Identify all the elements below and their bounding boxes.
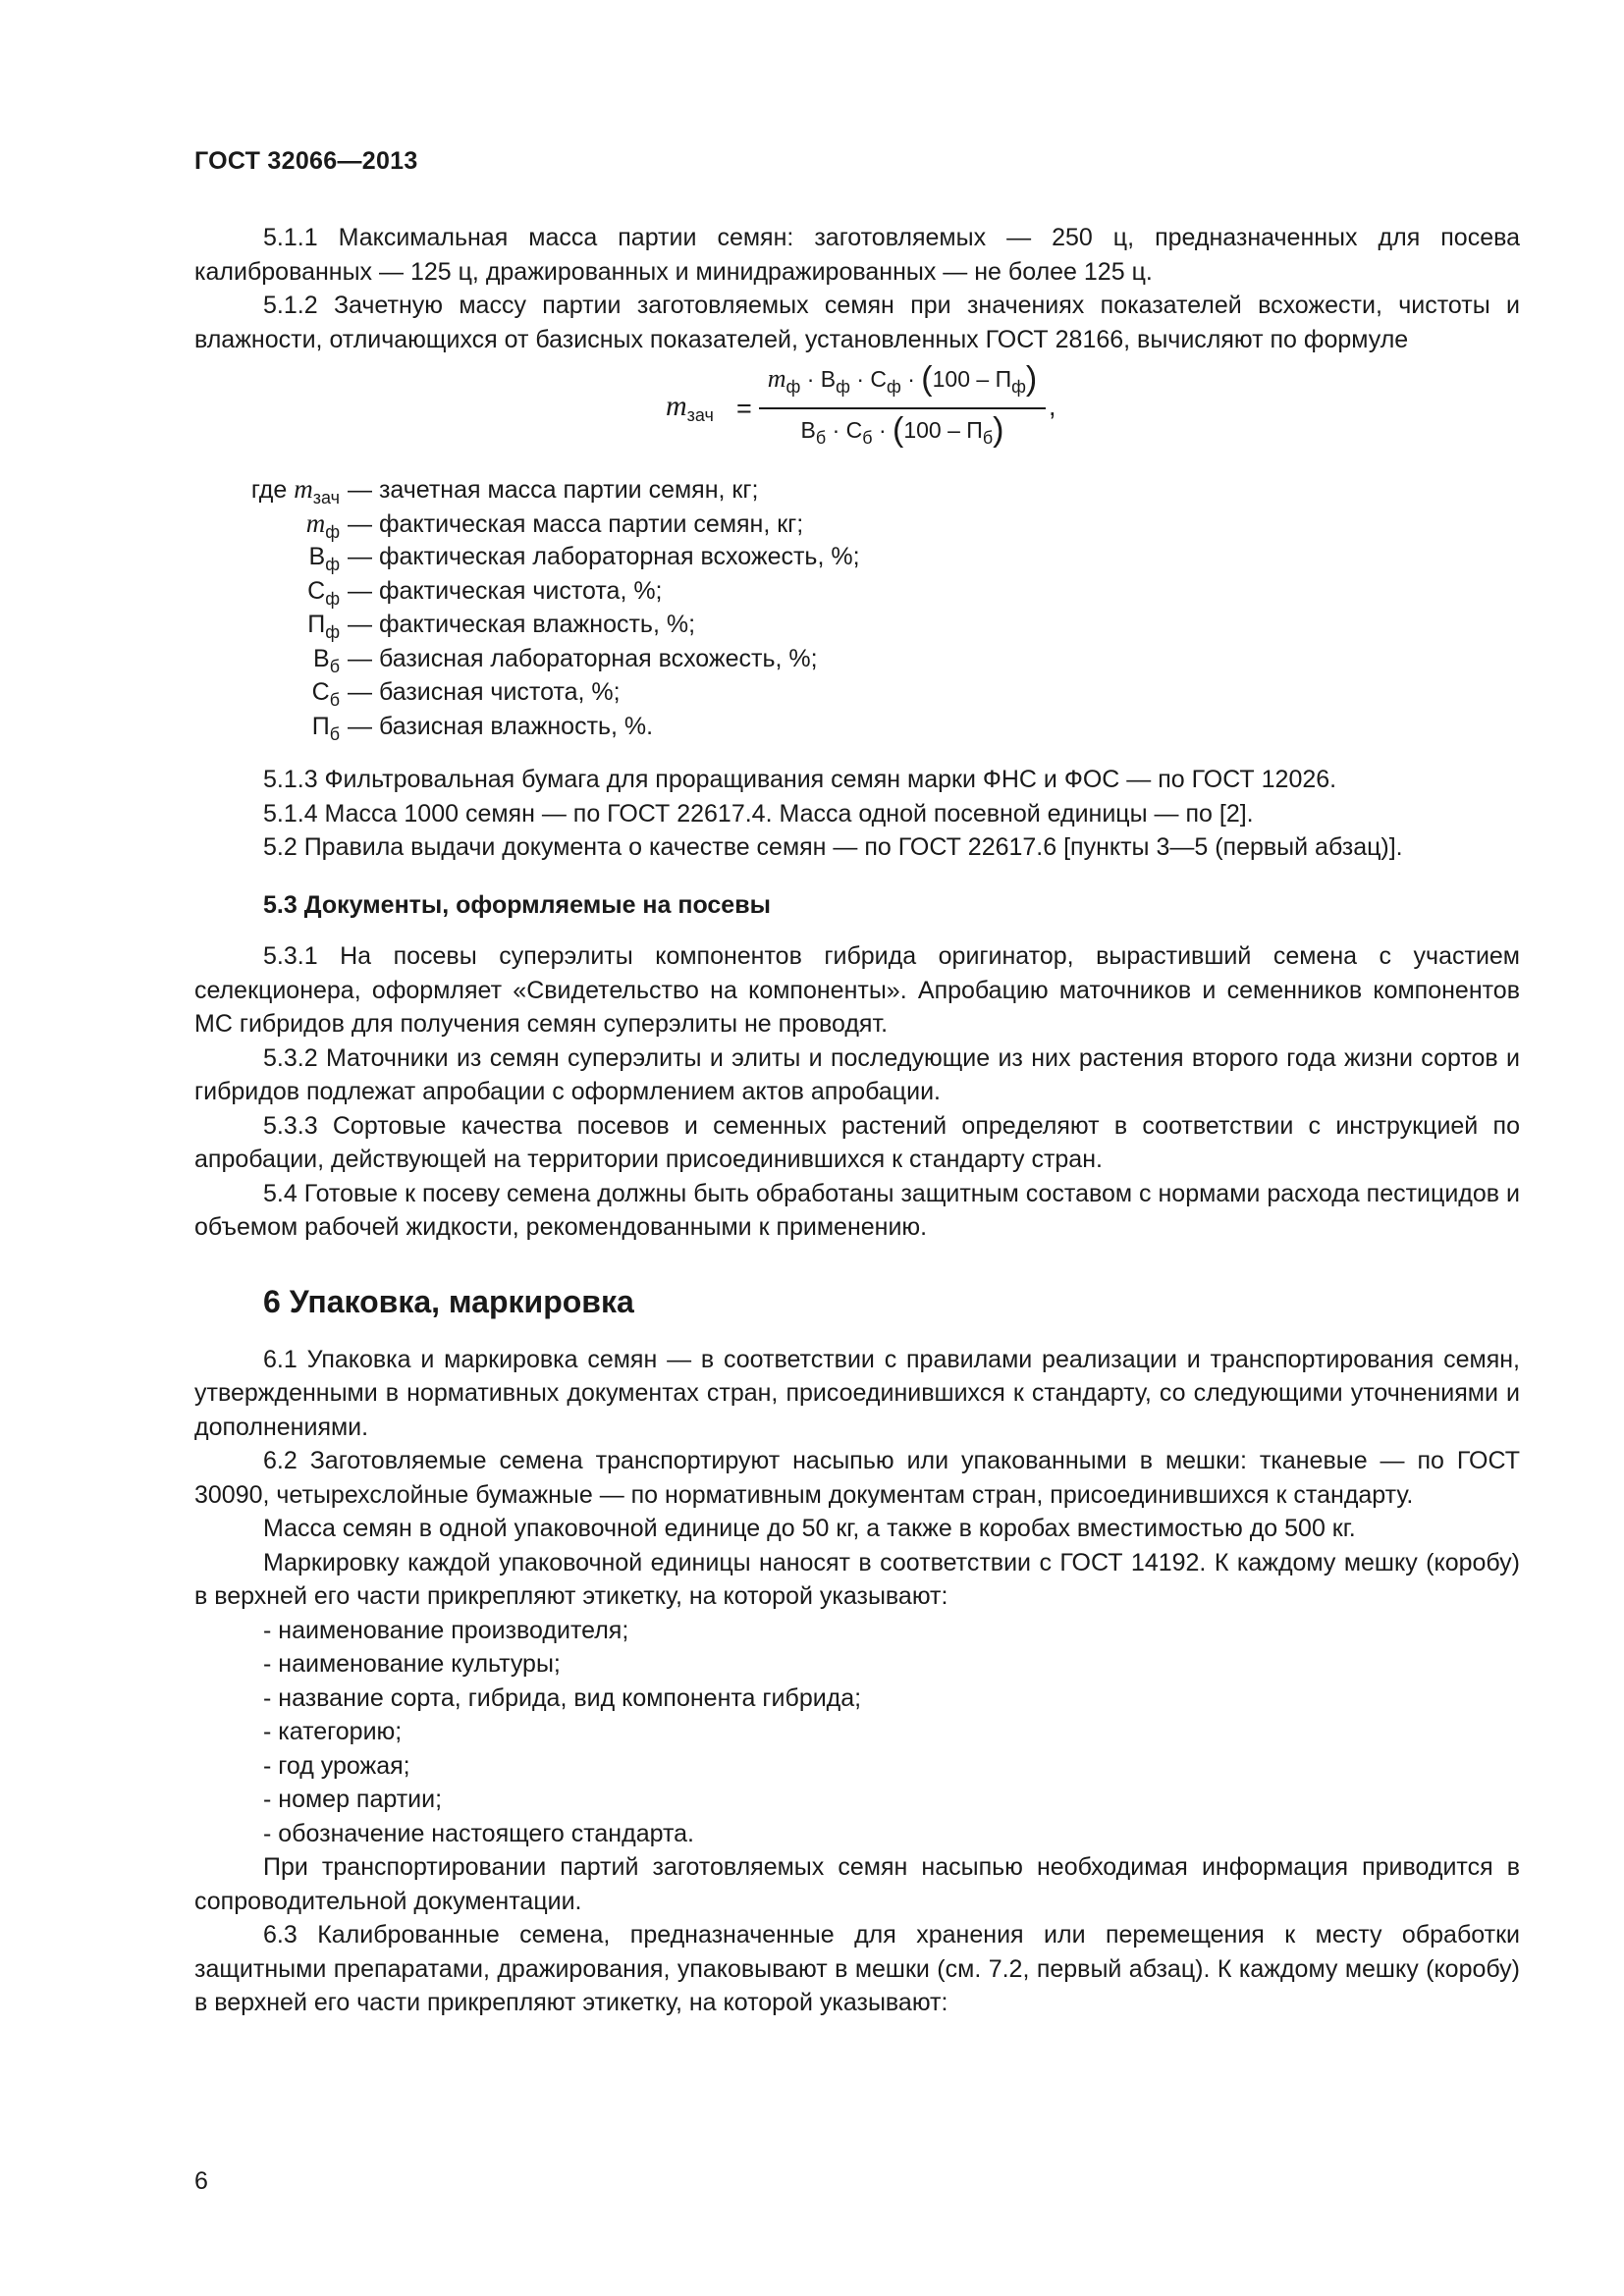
formula-denominator: $В_б \cdot С_б \cdot (100 - П_б)$: [800, 411, 1004, 449]
paragraph-5-2: 5.2 Правила выдачи документа о качестве семян — по ГОСТ 22617.6 [пункты 3—5 (первый абзац)].: [263, 833, 1403, 861]
list-item: - обозначение настоящего стандарта.: [263, 1819, 694, 1847]
list-item: - номер партии;: [263, 1786, 443, 1813]
definition-item: $П_ф$ — фактическая влажность, %;: [307, 611, 696, 642]
paragraph-5-1-3: 5.1.3 Фильтровальная бумага для проращивания семян марки ФНС и ФОС — по ГОСТ 12026.: [263, 766, 1337, 793]
definition-item: $С_б$ — базисная чистота, %;: [311, 678, 621, 710]
section-heading-5-3: 5.3 Документы, оформляемые на посевы: [263, 890, 771, 919]
list-item: - наименование культуры;: [263, 1650, 561, 1678]
definition-item: $С_ф$ — фактическая чистота, %;: [307, 576, 663, 609]
paragraph-5-3-2: 5.3.2 Маточники из семян суперэлиты и элиты и последующие из них растения второго года жизни сортов и гибридов подлежат апробации с оформлением актов апробации.: [194, 1043, 1520, 1105]
section-heading-6: 6 Упаковка, маркировка: [263, 1283, 634, 1319]
definition-item: $В_б$ — базисная лабораторная всхожесть, %;: [313, 644, 818, 676]
paragraph-5-3-3: 5.3.3 Сортовые качества посевов и семенных растений определяют в соответствии с инструкцией по апробации, действующей на территории присоединившихся к стандарту стран.: [194, 1111, 1520, 1173]
formula-numerator: $m_ф \cdot В_ф \cdot С_ф \cdot (100 - П_ф)$: [767, 360, 1038, 398]
page-number: 6: [194, 2167, 208, 2195]
paragraph-6-3: 6.3 Калиброванные семена, предназначенные для хранения или перемещения к месту обработки защитными препаратами, дражирования, упаковывают в мешки (см. 7.2, первый абзац). К каждому мешку (коробу) в верхней его части прикрепляют этикетку, на которой указывают:: [194, 1921, 1520, 2016]
formula-lhs: $m_{зач}$: [666, 390, 714, 425]
paragraph-5-1-2: 5.1.2 Зачетную массу партии заготовляемых семян при значениях показателей всхожести, чистоты и влажности, отличающихся от базисных показателей, установленных ГОСТ 28166, вычисляют по формуле: [194, 292, 1520, 353]
paragraph-6-1: 6.1 Упаковка и маркировка семян — в соответствии с правилами реализации и транспортирования семян, утвержденными в нормативных документах стран, присоединившихся к стандарту, со следующими уточнениями и дополнениями.: [194, 1345, 1520, 1441]
formula-fraction-bar: [759, 407, 1046, 409]
formula-definitions: [194, 472, 1520, 743]
paragraph-transport: При транспортировании партий заготовляемых семян насыпью необходимая информация приводится в сопроводительной документации.: [194, 1853, 1520, 1915]
paragraph-5-1-4: 5.1.4 Масса 1000 семян — по ГОСТ 22617.4. Масса одной посевной единицы — по [2].: [263, 799, 1254, 828]
paragraph-mass: Масса семян в одной упаковочной единице до 50 кг, а также в коробах вместимостью до 500 кг.: [263, 1515, 1356, 1542]
formula-equals: =: [736, 394, 752, 423]
document-header: ГОСТ 32066—2013: [194, 147, 418, 175]
formula: [194, 362, 1520, 466]
list-item: - наименование производителя;: [263, 1616, 629, 1644]
list-item: - год урожая;: [263, 1751, 410, 1780]
paragraph-5-4: 5.4 Готовые к посеву семена должны быть обработаны защитным составом с нормами расхода пестицидов и объемом рабочей жидкости, рекомендованными к применению.: [194, 1179, 1520, 1241]
paragraph-5-3-1: 5.3.1 На посевы суперэлиты компонентов гибрида оригинатор, вырастивший семена с участием селекционера, оформляет «Свидетельство на компоненты». Апробацию маточников и семенников компонентов МС гибридов для получения семян суперэлиты не проводят.: [194, 942, 1520, 1038]
definition-item: $m_ф$ — фактическая масса партии семян, кг;: [305, 507, 804, 542]
paragraph-5-1-1: 5.1.1 Максимальная масса партии семян: заготовляемых — 250 ц, предназначенных для посева калиброванных — 125 ц, дражированных и минидражированных — не более 125 ц.: [194, 224, 1520, 286]
list-item: - категорию;: [263, 1718, 403, 1745]
list-item: - название сорта, гибрида, вид компонента гибрида;: [263, 1683, 862, 1712]
definition-item: $В_ф$ — фактическая лабораторная всхожесть, %;: [308, 543, 860, 574]
paragraph-marking: Маркировку каждой упаковочной единицы наносят в соответствии с ГОСТ 14192. К каждому мешку (коробу) в верхней его части прикрепляют этикетку, на которой указывают:: [194, 1548, 1520, 1610]
definition-item: $П_б$ — базисная влажность, %.: [311, 712, 654, 744]
formula-comma: ,: [1049, 392, 1056, 421]
document-body: [194, 221, 1520, 2020]
paragraph-6-2: 6.2 Заготовляемые семена транспортируют насыпью или упакованными в мешки: тканевые — по ГОСТ 30090, четырехслойные бумажные — по нормативным документам стран, присоединившихся к стандарту.: [194, 1447, 1520, 1509]
definition-item: где $m_{зач}$ — зачетная масса партии семян, кг;: [250, 474, 759, 507]
